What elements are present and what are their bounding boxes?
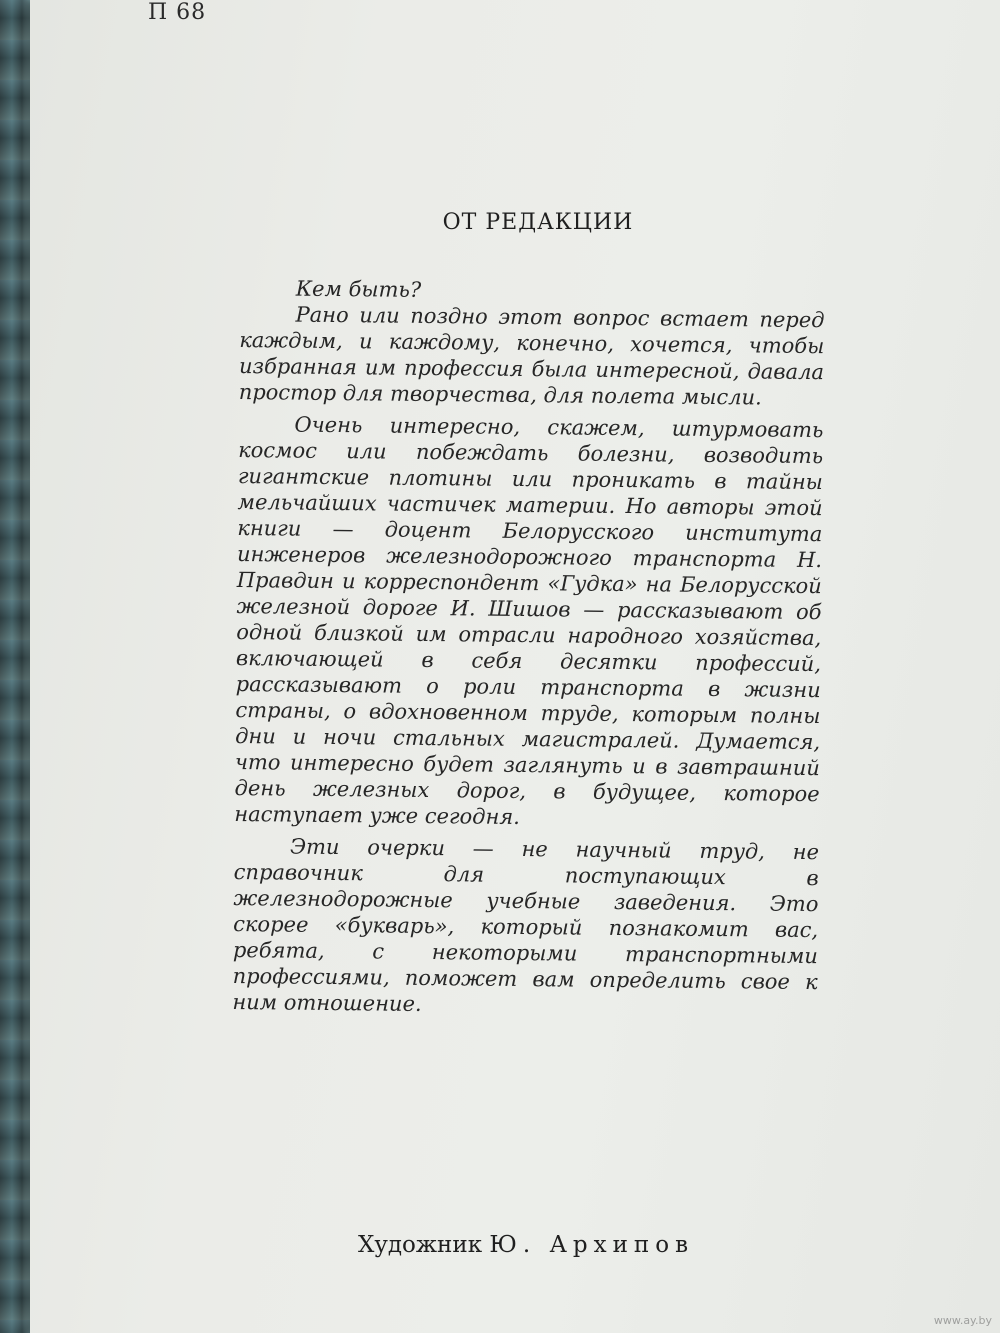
artist-label: Художник bbox=[357, 1232, 483, 1258]
paragraph-question: Кем быть? bbox=[295, 276, 422, 302]
paragraph-authors: Очень интересно, скажем, штурмовать космос или побеждать болезни, возводить гигантские плотины или проникать в тайны мельчайших частичек материи. Но авторы этой книги — доцент Белорусского института инженеров железнодорожного транспорта Н. Правдин и корреспондент «Гудка» на Белорусской железной дороге И. Шишов — рассказывают об одной близкой им отрасли народного хозяйства, включающей в себя десятки профессий, рассказывают о роли транспорта в жизни страны, о вдохновенном труде, которым полны дни и ночи стальных магистралей. Думается, что интересно будет заглянуть и в завтрашний день железных дорог, в будущее, которое наступает уже сегодня. bbox=[234, 412, 824, 829]
paragraph-intro: Рано или поздно этот вопрос встает перед каждым, и каждому, конечно, хочется, чтобы избранная им профессия была интересной, давала простор для творчества, для полета мысли. bbox=[238, 302, 825, 410]
page-heading: ОТ РЕДАКЦИИ bbox=[442, 210, 634, 235]
paragraph-conclusion: Эти очерки — не научный труд, не справочник для поступающих в железнодорожные учебные заведения. Это скорее «букварь», который познакомит вас, ребята, с некоторыми транспортными профессиями, поможет вам определить свое к ним отношение. bbox=[232, 834, 820, 1016]
artist-credit bbox=[0, 1232, 1000, 1258]
watermark: www.ay.by bbox=[933, 1314, 992, 1327]
artist-name: Ю. Архипов bbox=[489, 1232, 695, 1258]
editorial-text bbox=[232, 275, 825, 1021]
catalog-index: П 68 bbox=[148, 0, 207, 25]
